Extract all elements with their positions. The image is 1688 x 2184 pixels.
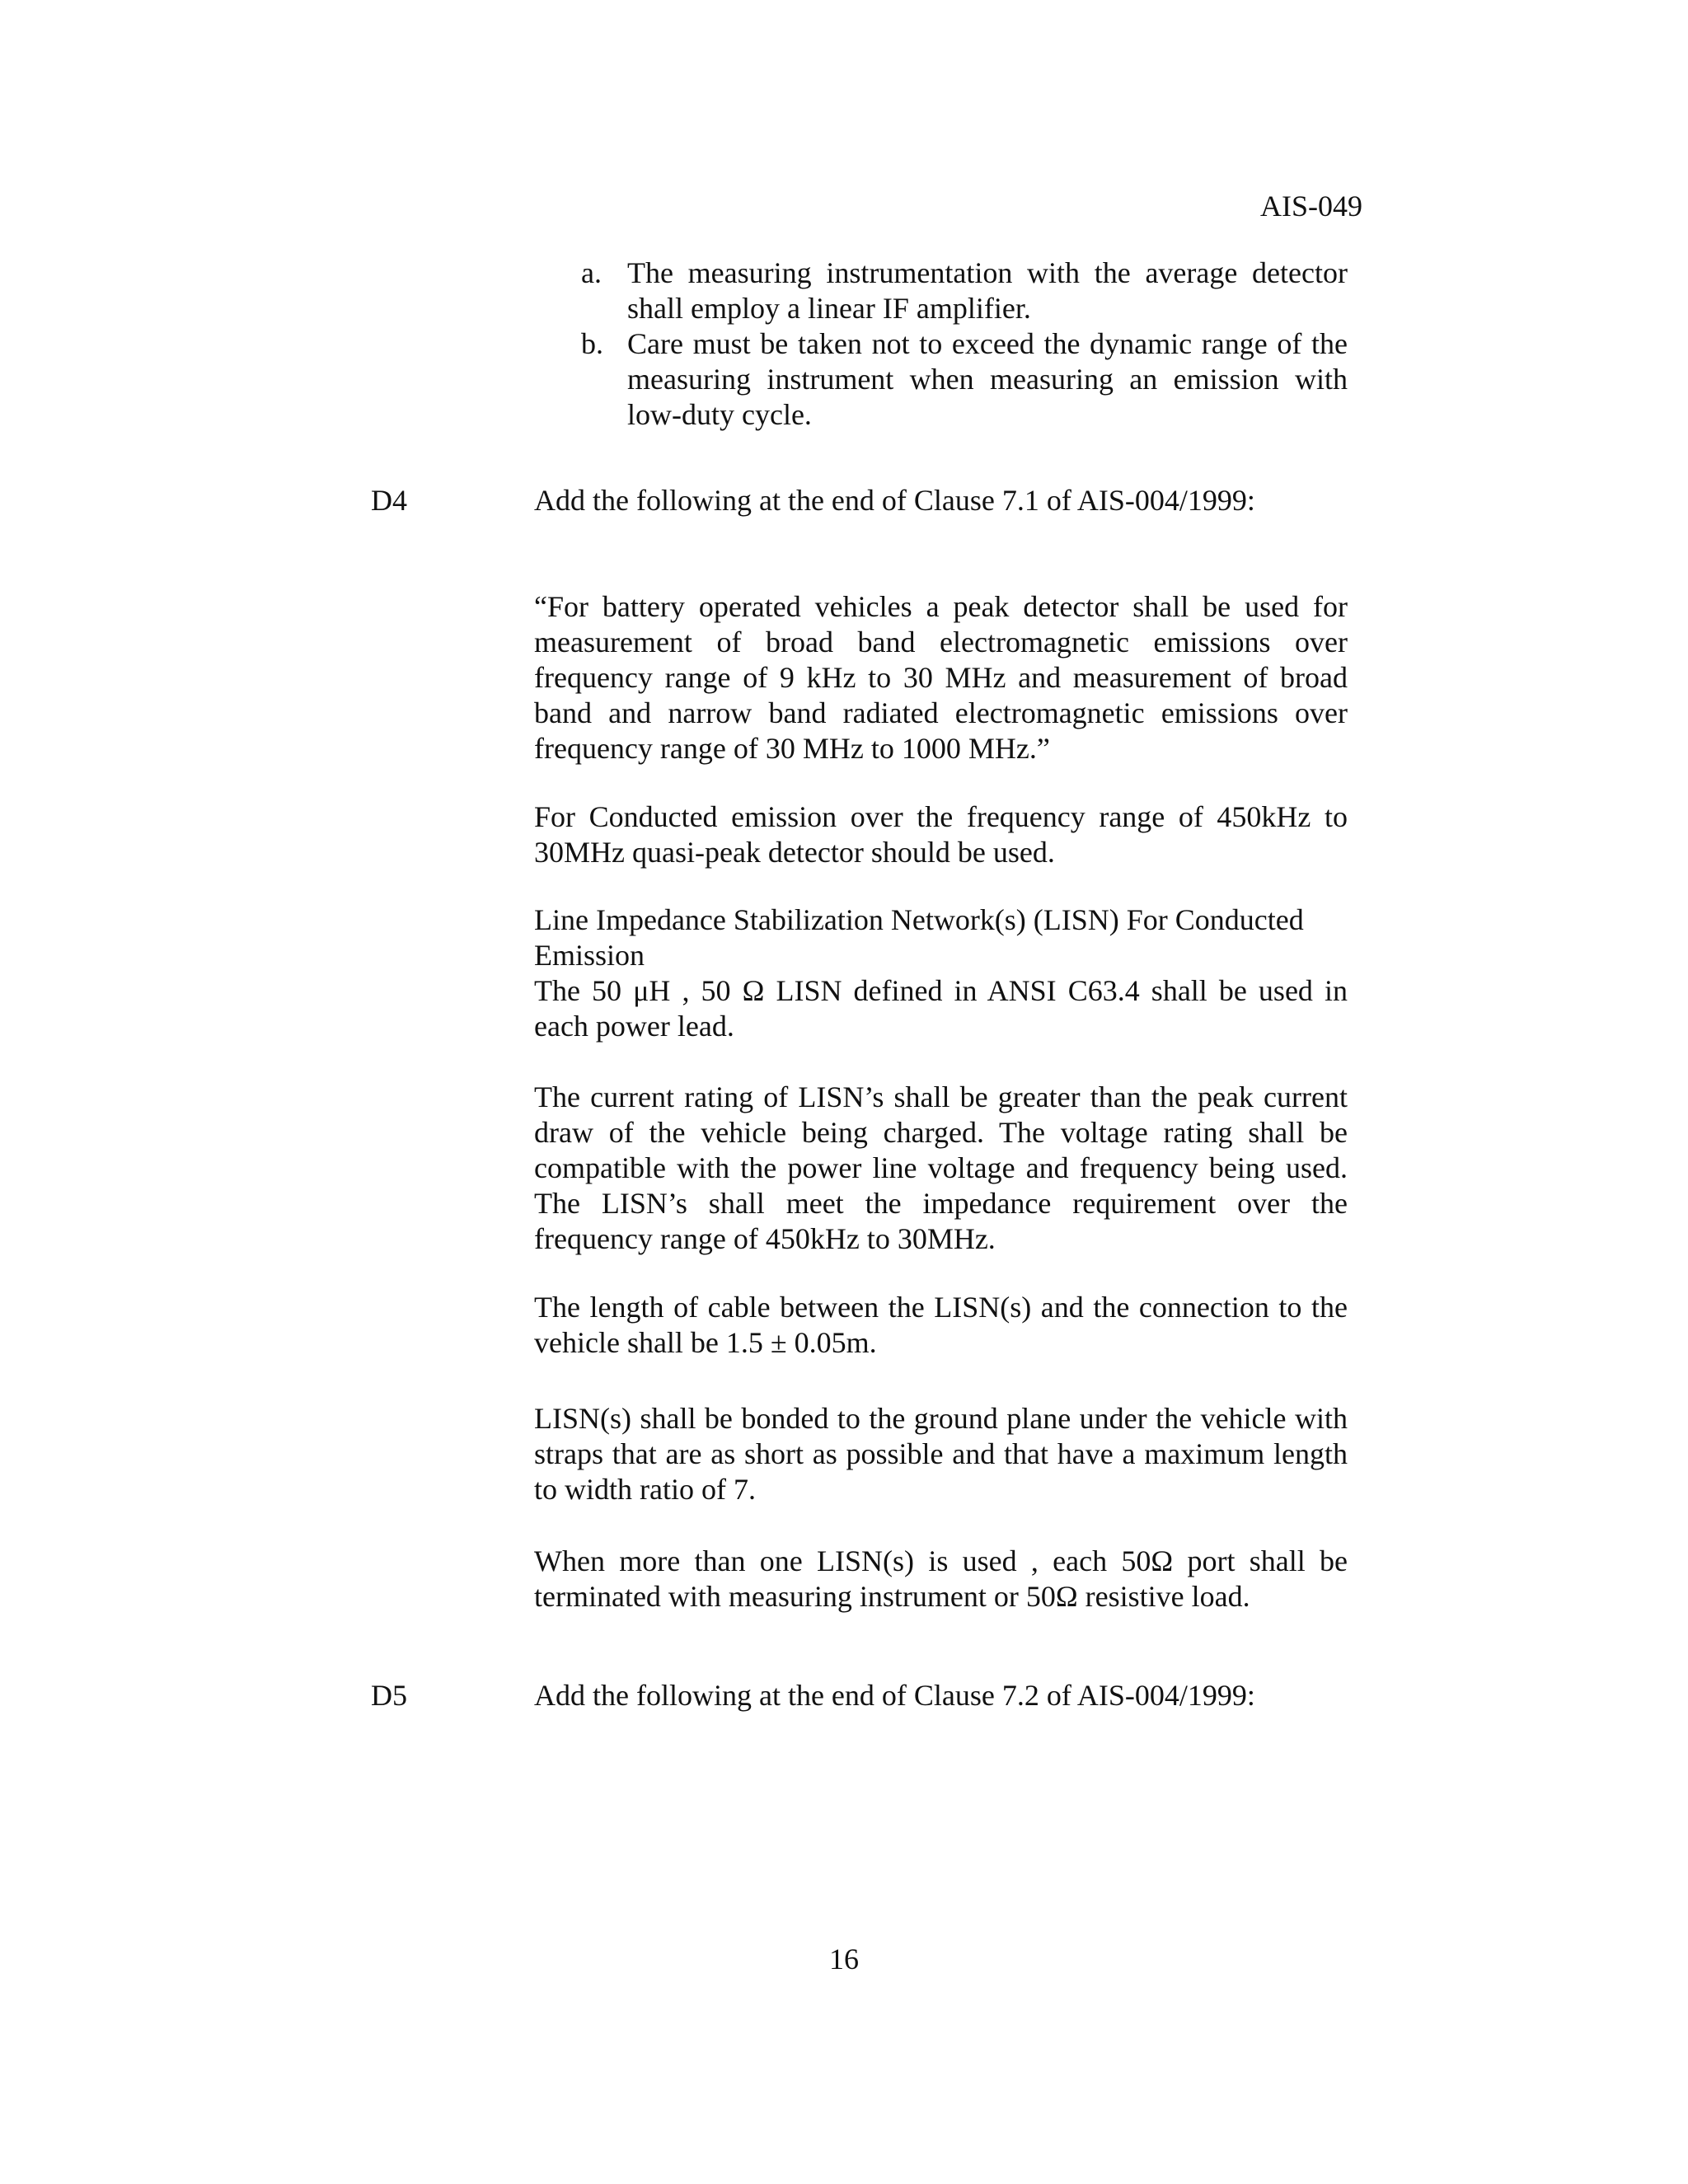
cable-length-block <box>534 1290 1348 1361</box>
current-rating-block <box>534 1080 1348 1257</box>
list-item <box>581 326 1348 433</box>
current-rating-paragraph: The current rating of LISN’s shall be greater than the peak current draw of the vehicle being charged. The voltage rating shall be compatible with the power line voltage and frequency being used. The LISN’s shall meet the impedance requirement over the frequency range of 450kHz to 30MHz. <box>534 1080 1348 1255</box>
clause-id: D5 <box>371 1679 407 1712</box>
termination-block <box>534 1544 1348 1615</box>
bonding-paragraph: LISN(s) shall be bonded to the ground plane under the vehicle with straps that are as short as possible and that have a maximum length to width ratio of 7. <box>534 1402 1348 1506</box>
lisn-block <box>534 902 1348 1044</box>
cable-length-paragraph: The length of cable between the LISN(s) and the connection to the vehicle shall be 1.5 ± 0.05m. <box>534 1291 1348 1359</box>
list-item-text: Care must be taken not to exceed the dynamic range of the measuring instrument when measuring an emission with low-duty cycle. <box>627 327 1348 431</box>
clause-instruction: Add the following at the end of Clause 7.1 of AIS-004/1999: <box>534 484 1255 517</box>
instrument-notes-list <box>581 255 1348 433</box>
lisn-definition-paragraph: The 50 μH , 50 Ω LISN defined in ANSI C63.4 shall be used in each power lead. <box>534 974 1348 1043</box>
clause-id: D4 <box>371 484 407 517</box>
list-item-text: The measuring instrumentation with the average detector shall employ a linear IF amplifier. <box>627 256 1348 325</box>
page-number: 16 <box>829 1943 859 1975</box>
conducted-paragraph-block <box>534 799 1348 870</box>
bonding-block <box>534 1401 1348 1507</box>
termination-paragraph: When more than one LISN(s) is used , each 50Ω port shall be terminated with measuring instrument or 50Ω resistive load. <box>534 1544 1348 1613</box>
conducted-emission-paragraph: For Conducted emission over the frequency range of 450kHz to 30MHz quasi-peak detector should be used. <box>534 800 1348 869</box>
clause-d5 <box>371 1677 1348 1713</box>
quote-paragraph: “For battery operated vehicles a peak detector shall be used for measurement of broad band electromagnetic emissions over frequency range of 9 kHz to 30 MHz and measurement of broad band and narrow band radiated electromagnetic emissions over frequency range of 30 MHz to 1000 MHz.” <box>534 590 1348 765</box>
document-code: AIS-049 <box>1260 190 1362 223</box>
quote-paragraph-block <box>534 589 1348 766</box>
list-item <box>581 255 1348 326</box>
clause-d4 <box>371 482 1348 518</box>
list-marker: b. <box>581 327 603 360</box>
clause-instruction: Add the following at the end of Clause 7.2 of AIS-004/1999: <box>534 1679 1255 1712</box>
lisn-heading: Line Impedance Stabilization Network(s) (LISN) For Conducted Emission <box>534 903 1304 972</box>
list-marker: a. <box>581 256 602 289</box>
